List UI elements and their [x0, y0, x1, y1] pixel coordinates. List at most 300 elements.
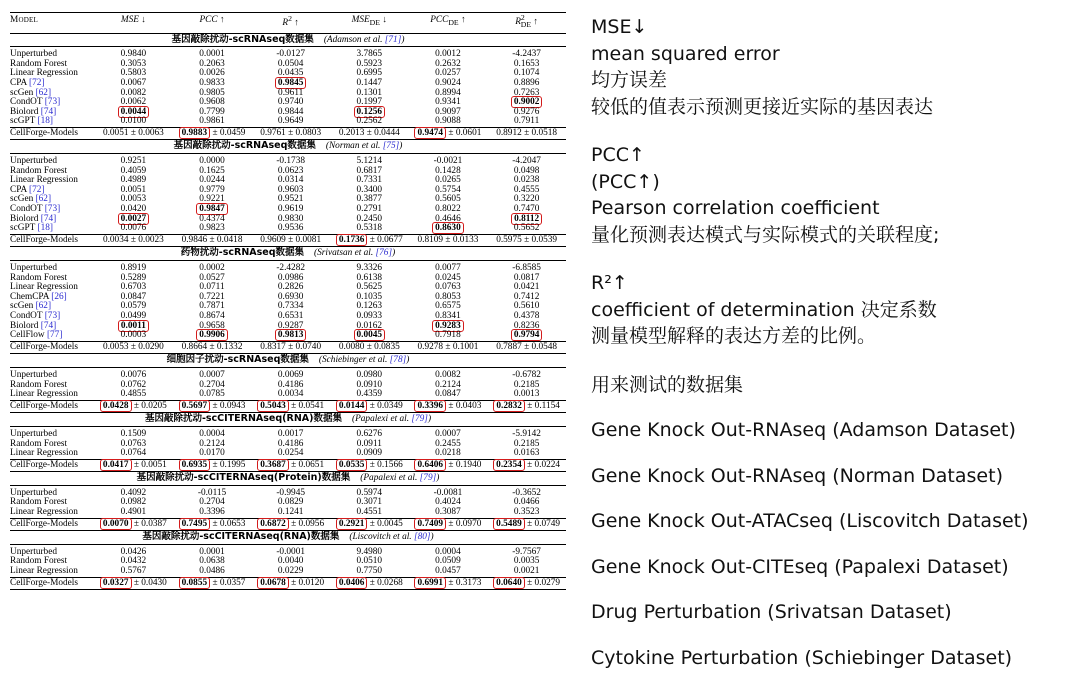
metric-cell: 0.1509	[120, 428, 147, 439]
metric-cell: 0.0002	[199, 263, 225, 274]
std-deviation: ± 0.0357	[210, 577, 246, 588]
metric-cell: 0.2124	[435, 379, 461, 390]
metric-cell: 0.0785	[199, 389, 225, 400]
std-deviation: ± 0.0224	[524, 459, 561, 470]
metric-cell: 0.0909	[356, 448, 383, 459]
metric-cell: 0.2013 ± 0.0444	[330, 127, 409, 140]
metric-cell: 0.2791	[356, 204, 383, 215]
model-name-cell	[10, 449, 94, 459]
dataset-list-item: Gene Knock Out-CITEseq (Papalexi Dataset)	[591, 555, 1009, 578]
best-score-highlight: 0.0417	[100, 459, 132, 471]
metric-cell	[409, 224, 488, 234]
header-r2-de: $R^2_{DE}$ ↑	[515, 13, 539, 29]
metric-cell: 0.0504	[277, 58, 304, 69]
r2-note-line: coefficient of determination 决定系数	[591, 298, 937, 321]
metric-cell: 0.9278 ± 0.1001	[409, 341, 488, 354]
metric-cell: 0.0986	[277, 272, 304, 283]
r2-note	[591, 270, 1077, 350]
dataset-list-item: Drug Perturbation (Srivatsan Dataset)	[591, 601, 952, 623]
metric-cell: -0.3652	[512, 487, 541, 498]
metric-cell	[330, 518, 409, 531]
metric-cell: 0.0426	[120, 546, 147, 557]
best-score-highlight: 0.6406	[414, 459, 446, 471]
dataset-title: 基因敲除扰动-scCITERNAseq(RNA)数据集	[144, 413, 342, 425]
header-mse: MSE ↓	[120, 15, 146, 26]
best-score-highlight: 0.5697	[179, 400, 211, 412]
model-name: Biolord	[10, 106, 39, 117]
model-name-cell	[10, 127, 94, 140]
std-deviation: ± 0.0349	[367, 400, 403, 411]
dataset-reference-number[interactable]: [79]	[411, 414, 428, 425]
model-name: CellFlow	[10, 330, 45, 341]
model-name: Linear Regression	[10, 507, 78, 518]
std-deviation: ± 0.1995	[210, 459, 246, 470]
metric-cell: 0.5289	[120, 272, 147, 283]
best-score-highlight: 0.9813	[275, 329, 307, 341]
metric-cell: 0.2185	[513, 379, 540, 390]
table-row	[10, 367, 566, 380]
metric-cell: 0.3877	[356, 194, 383, 205]
metric-cell: 0.3053	[120, 58, 147, 69]
metric-cell: 0.5803	[120, 68, 147, 79]
metric-cell: 0.0082	[435, 369, 461, 380]
dataset-reference-number[interactable]: [80]	[413, 532, 431, 543]
metric-cell: 0.0254	[277, 448, 304, 459]
metric-cell: 0.9805	[199, 87, 225, 98]
metric-cell	[94, 459, 173, 472]
mse-note-line: MSE↓	[591, 16, 648, 38]
dataset-section-header	[10, 472, 566, 486]
dataset-reference-number[interactable]: [75]	[382, 141, 400, 152]
metric-cell: 0.0007	[435, 428, 461, 439]
mse-note-line: 均方误差	[591, 69, 668, 91]
model-name-cell	[10, 234, 94, 247]
header-model: Model	[10, 15, 38, 26]
mse-note	[591, 14, 1077, 120]
metric-cell: 0.4359	[356, 389, 383, 400]
metric-cell: 0.9536	[277, 223, 304, 234]
metric-cell: 0.7221	[199, 291, 225, 302]
metric-cell: 0.7871	[199, 301, 225, 312]
metric-cell: 0.5923	[356, 58, 383, 69]
metric-cell	[94, 518, 173, 531]
model-name: Unperturbed	[10, 156, 57, 167]
metric-cell: 9.3326	[356, 263, 383, 274]
dataset-section-cell	[10, 140, 566, 154]
metric-cell	[330, 234, 409, 247]
model-name: CellForge-Models	[10, 341, 79, 352]
model-name: CPA	[10, 77, 27, 88]
metric-cell: 0.4059	[120, 165, 147, 176]
dataset-title: 基因敲除扰动-scCITERNAseq(RNA)数据集	[142, 531, 340, 543]
model-name: CPA	[10, 184, 27, 195]
best-score-highlight: 0.0406	[336, 577, 368, 589]
table-row	[10, 234, 566, 247]
model-citation[interactable]: [72]	[29, 184, 45, 195]
metric-cell: 0.8919	[120, 263, 147, 274]
metric-cell: 0.6531	[277, 310, 304, 321]
metric-cell: 0.0829	[277, 497, 304, 508]
metric-cell: 0.0053	[120, 194, 147, 205]
best-score-highlight: 0.6991	[414, 577, 446, 589]
metric-cell: 0.4551	[356, 507, 383, 518]
model-citation[interactable]: [74]	[40, 213, 57, 224]
table-row	[10, 47, 566, 60]
model-citation[interactable]: [73]	[44, 310, 61, 321]
best-score-highlight: 0.2354	[493, 459, 525, 471]
metric-cell: 0.6138	[356, 272, 383, 283]
model-name-cell	[10, 567, 94, 577]
metric-cell: 0.0466	[513, 497, 540, 508]
metric-cell: 0.1263	[356, 301, 383, 312]
model-name: Unperturbed	[10, 263, 57, 274]
metric-cell: 0.1428	[435, 165, 461, 176]
metric-cell: 0.4374	[199, 213, 225, 224]
dataset-title: 基因敲除扰动-scRNAseq数据集	[173, 140, 316, 152]
table-row	[10, 400, 566, 413]
metric-cell: 0.1997	[356, 97, 383, 108]
dataset-title: 细胞因子扰动-scRNAseq数据集	[166, 354, 309, 366]
metric-cell: 0.9611	[278, 87, 304, 98]
model-name: CondOT	[10, 310, 43, 321]
metric-cell: 0.4092	[120, 487, 147, 498]
metric-cell: -2.4282	[276, 263, 305, 274]
metric-cell: -4.2437	[512, 49, 541, 60]
metric-cell: 0.6995	[356, 68, 383, 79]
metric-cell: 0.8109 ± 0.0133	[409, 234, 488, 247]
model-citation[interactable]: [62]	[35, 194, 52, 205]
metric-cell: 0.0062	[120, 97, 147, 108]
metric-cell: 0.0982	[120, 497, 147, 508]
dataset-section	[10, 33, 566, 140]
metric-cell: 0.9619	[277, 204, 304, 215]
best-score-highlight: 0.9794	[511, 329, 543, 341]
metric-cell: 0.0509	[435, 556, 461, 567]
dataset-section	[10, 140, 566, 247]
metric-cell: 0.5610	[513, 301, 540, 312]
metric-cell: 0.3400	[356, 184, 383, 195]
model-name: Random Forest	[10, 497, 68, 508]
metric-cell: 0.9649	[277, 116, 304, 127]
model-name: Linear Regression	[10, 448, 78, 459]
metric-cell	[409, 459, 488, 472]
metric-cell	[251, 518, 330, 531]
best-score-highlight: 0.7409	[414, 518, 446, 530]
model-name: Unperturbed	[10, 487, 57, 498]
metric-cell: 0.4901	[120, 507, 147, 518]
metric-cell: 0.4186	[277, 438, 304, 449]
dataset-section	[10, 413, 566, 472]
metric-cell: 0.0051 ± 0.0063	[94, 127, 173, 140]
metric-cell: 0.0579	[120, 301, 147, 312]
metric-cell	[330, 400, 409, 413]
metric-cell: 0.9287	[277, 320, 304, 331]
metric-cell: 0.7911	[514, 116, 540, 127]
model-name: Random Forest	[10, 438, 68, 449]
dataset-section	[10, 354, 566, 413]
model-name-cell	[10, 224, 94, 234]
model-citation[interactable]: [73]	[44, 97, 61, 108]
metric-cell: -0.0021	[433, 156, 463, 167]
metric-cell: 0.0076	[120, 223, 147, 234]
header-pcc-de: $PCC_{DE}$ ↑	[430, 14, 466, 27]
metric-cell: 0.0257	[435, 68, 461, 79]
model-name: Unperturbed	[10, 369, 57, 380]
model-citation[interactable]: [62]	[35, 87, 52, 98]
std-deviation: ± 0.0677	[367, 234, 403, 245]
std-deviation: ± 0.0387	[131, 518, 167, 529]
metric-cell: -4.2047	[512, 156, 541, 167]
metric-cell: 0.0100	[120, 116, 147, 127]
metric-cell: 5.1214	[356, 156, 383, 167]
metric-cell: 0.1447	[356, 77, 383, 88]
metric-cell: 0.0244	[199, 175, 225, 186]
metric-cell: 9.4980	[356, 546, 383, 557]
std-deviation: ± 0.0956	[288, 518, 325, 529]
metric-cell: 0.9603	[277, 184, 304, 195]
metric-cell	[173, 331, 252, 341]
best-score-highlight: 0.0070	[100, 518, 132, 530]
metric-cell: 0.0004	[199, 428, 225, 439]
table-row	[10, 508, 566, 518]
metric-cell: 0.2562	[356, 116, 383, 127]
metric-cell: 0.2185	[513, 438, 540, 449]
model-name: scGPT	[10, 223, 36, 234]
metric-cell: 0.0170	[199, 448, 225, 459]
best-score-highlight: 0.0855	[179, 577, 211, 589]
metric-cell: 0.0238	[513, 175, 540, 186]
r2-note-line: 测量模型解释的表达方差的比例。	[591, 325, 877, 347]
best-score-highlight: 0.0144	[336, 400, 368, 412]
metric-cell: 0.9861	[199, 116, 225, 127]
metric-cell: -5.9142	[512, 428, 541, 439]
metric-cell: 0.3087	[435, 507, 461, 518]
metric-cell: 0.8674	[199, 310, 225, 321]
metric-cell: -0.0127	[276, 49, 305, 60]
metric-cell: 0.0486	[199, 566, 225, 577]
model-name-cell	[10, 459, 94, 472]
dataset-reference-number[interactable]: [71]	[384, 34, 402, 45]
model-name: Linear Regression	[10, 389, 78, 400]
metric-cell: 0.0003	[120, 330, 147, 341]
metric-cell: 0.5605	[435, 194, 461, 205]
std-deviation: ± 0.0653	[210, 518, 246, 529]
metric-cell: 0.0245	[435, 272, 461, 283]
dataset-reference-number[interactable]: [79]	[419, 473, 437, 484]
dataset-reference-text: Norman et al.	[328, 141, 381, 152]
metric-cell: 0.0933	[356, 310, 383, 321]
metric-cell: 0.4186	[277, 379, 304, 390]
std-deviation: ± 0.0459	[210, 127, 246, 138]
metric-cell: 0.7263	[513, 87, 540, 98]
metric-cell: 0.9097	[435, 106, 461, 117]
model-name-cell	[10, 117, 94, 127]
metric-cell	[409, 127, 488, 140]
metric-cell: 0.9251	[120, 156, 147, 167]
metric-cell: 0.0623	[277, 165, 304, 176]
metric-cell: 0.0847	[435, 389, 461, 400]
metric-cell: 0.5318	[356, 223, 383, 234]
metric-cell: 0.0763	[435, 282, 461, 293]
header-mse-de: $MSE_{DE}$ ↓	[351, 14, 387, 27]
metric-cell: 0.8912 ± 0.0518	[487, 127, 566, 140]
model-name: CellForge-Models	[10, 127, 79, 138]
std-deviation: ± 0.0120	[288, 577, 325, 588]
metric-cell: 0.9823	[199, 223, 225, 234]
std-deviation: ± 0.0601	[446, 127, 482, 138]
metric-cell: 0.6930	[277, 291, 304, 302]
model-citation[interactable]: [74]	[40, 320, 57, 331]
metric-cell: 0.0265	[435, 175, 461, 186]
model-citation[interactable]: [18]	[37, 116, 53, 127]
table-row	[10, 154, 566, 167]
std-deviation: ± 0.0051	[131, 459, 167, 470]
model-citation[interactable]: [18]	[37, 223, 53, 234]
metric-cell: 0.0980	[356, 369, 383, 380]
table-row	[10, 449, 566, 459]
model-name: CondOT	[10, 97, 43, 108]
metric-cell	[487, 518, 566, 531]
metric-cell: 0.0026	[199, 68, 225, 79]
metric-cell: 0.5652	[513, 223, 540, 234]
model-name: Biolord	[10, 320, 39, 331]
metric-cell: 0.0163	[513, 448, 540, 459]
metric-cell: 0.0911	[356, 438, 382, 449]
metric-cell	[173, 400, 252, 413]
best-score-highlight: 0.0011	[118, 320, 149, 332]
model-name: ChemCPA	[10, 291, 49, 302]
best-score-highlight: 0.0327	[100, 577, 132, 589]
model-name: scGen	[10, 87, 34, 98]
model-name: Random Forest	[10, 379, 68, 390]
metric-cell	[173, 127, 252, 140]
metric-cell: 0.0007	[199, 369, 225, 380]
metric-cell: 0.9088	[435, 116, 461, 127]
results-table-panel	[10, 12, 566, 590]
metric-cell: 0.7918	[435, 330, 461, 341]
dataset-section-cell	[10, 531, 566, 545]
model-name-cell	[10, 577, 94, 590]
metric-cell: 0.0498	[513, 165, 540, 176]
model-name: scGPT	[10, 116, 36, 127]
std-deviation: ± 0.0205	[131, 400, 167, 411]
best-score-highlight: 0.9906	[196, 329, 228, 341]
metric-cell: 0.9761 ± 0.0803	[251, 127, 330, 140]
model-citation[interactable]: [74]	[40, 106, 57, 117]
best-score-highlight: 0.7495	[179, 518, 211, 530]
table-row	[10, 331, 566, 341]
metric-cell: 0.8664 ± 0.1332	[173, 341, 252, 354]
metric-cell: 0.0314	[277, 175, 304, 186]
metric-cell	[173, 459, 252, 472]
model-name: Random Forest	[10, 58, 68, 69]
model-citation[interactable]: [26]	[51, 291, 67, 302]
metric-cell	[487, 331, 566, 341]
model-citation[interactable]: [73]	[44, 204, 61, 215]
std-deviation: ± 0.0541	[288, 400, 325, 411]
metric-cell	[330, 331, 409, 341]
dataset-reference: (Schiebinger et al. [78])	[318, 355, 410, 366]
dataset-section	[10, 472, 566, 531]
dataset-reference-number[interactable]: [76]	[375, 248, 393, 259]
model-name: Unperturbed	[10, 428, 57, 439]
best-score-highlight: 0.2921	[336, 518, 368, 530]
pcc-note	[591, 142, 1077, 248]
dataset-reference: (Srivatsan et al. [76])	[314, 248, 396, 259]
best-score-highlight: 0.1256	[354, 106, 386, 118]
metric-cell: -0.0081	[433, 487, 463, 498]
pcc-note-line: 量化预测表达模式与实际模式的关联程度;	[591, 223, 940, 246]
model-citation[interactable]: [62]	[35, 301, 52, 312]
model-citation[interactable]: [77]	[46, 330, 63, 341]
model-name-cell	[10, 331, 94, 341]
metric-cell	[173, 518, 252, 531]
best-score-highlight: 0.0045	[354, 329, 386, 341]
model-name: Linear Regression	[10, 282, 78, 293]
metric-cell: 0.3396	[199, 507, 225, 518]
model-name-cell	[10, 341, 94, 354]
model-name: Biolord	[10, 213, 39, 224]
metric-cell	[251, 459, 330, 472]
table-row	[10, 459, 566, 472]
best-score-highlight: 0.9845	[275, 77, 307, 89]
std-deviation: ± 0.0430	[131, 577, 167, 588]
metric-cell: 0.4024	[435, 497, 461, 508]
pcc-note-line: Pearson correlation coefficient	[591, 197, 880, 219]
metric-cell: 0.6276	[356, 428, 383, 439]
std-deviation: ± 0.0943	[210, 400, 246, 411]
metric-cell: 0.0035	[513, 556, 540, 567]
dataset-reference-text: Papalexi et al.	[363, 473, 418, 484]
std-deviation: ± 0.0268	[367, 577, 403, 588]
metric-cell: 0.9024	[435, 77, 461, 88]
dataset-list-item: Cytokine Perturbation (Schiebinger Dataset)	[591, 646, 1013, 669]
dataset-list-item: Gene Knock Out-RNAseq (Norman Dataset)	[591, 464, 1003, 487]
metric-cell: 0.4855	[120, 389, 147, 400]
model-name: Unperturbed	[10, 49, 57, 60]
metric-cell: -0.1738	[276, 156, 305, 167]
metric-cell: 0.2124	[199, 438, 225, 449]
std-deviation: ± 0.0970	[446, 518, 482, 529]
table-row	[10, 518, 566, 531]
metric-cell	[487, 400, 566, 413]
dataset-reference-text: Liscovitch et al.	[352, 532, 412, 543]
dataset-reference-text: Srivatsan et al.	[317, 248, 374, 259]
best-score-highlight: 0.6872	[257, 518, 289, 530]
dataset-reference-number[interactable]: [78]	[389, 355, 407, 366]
mse-note-line: mean squared error	[591, 42, 780, 65]
metric-cell: 0.8341	[435, 310, 461, 321]
metric-cell: 0.9779	[199, 184, 225, 195]
dataset-section-header	[10, 33, 566, 47]
dataset-section-header	[10, 247, 566, 261]
metric-cell: 0.0457	[435, 566, 461, 577]
metric-cell: 0.2826	[277, 282, 304, 293]
metric-cell: 0.6817	[356, 165, 383, 176]
best-score-highlight: 0.6935	[179, 459, 211, 471]
table-row	[10, 426, 566, 439]
metric-notes-panel	[591, 14, 1077, 690]
table-row	[10, 117, 566, 127]
metric-cell	[94, 400, 173, 413]
model-citation[interactable]: [72]	[29, 77, 45, 88]
metric-cell	[409, 400, 488, 413]
best-score-highlight: 0.5489	[493, 518, 525, 530]
metric-cell: 0.1625	[199, 165, 225, 176]
metric-cell: 0.0510	[356, 556, 383, 567]
best-score-highlight: 0.0428	[100, 400, 132, 412]
metric-cell: -6.8585	[512, 263, 541, 274]
